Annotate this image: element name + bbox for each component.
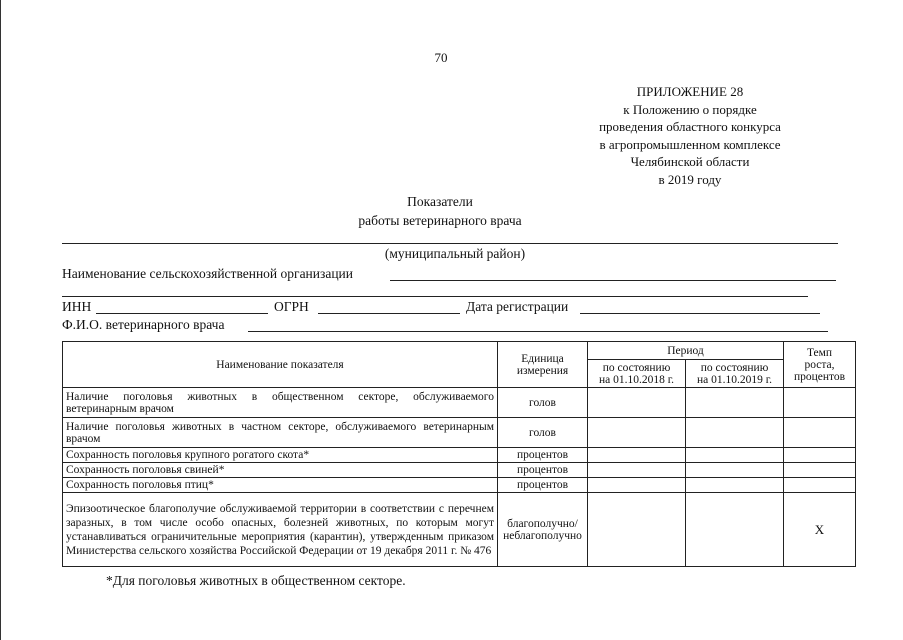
growth-value — [784, 463, 856, 478]
value-2018 — [588, 493, 686, 567]
vet-label: Ф.И.О. ветеринарного врача — [62, 317, 225, 332]
district-blank-line — [62, 243, 838, 244]
header-period-line: на 01.10.2019 г. — [696, 373, 773, 386]
org-blank-line — [390, 280, 836, 281]
header-indicator: Наименование показателя — [63, 342, 498, 388]
value-2019 — [686, 448, 784, 463]
header-unit — [498, 342, 588, 388]
appendix-line: в 2019 году — [658, 171, 722, 187]
indicator-unit-line: благополучно/ — [507, 517, 578, 530]
header-growth-line: процентов — [793, 370, 846, 383]
header-unit-line: измерения — [516, 364, 569, 377]
indicator-unit: голов — [498, 388, 588, 418]
indicator-unit: процентов — [498, 463, 588, 478]
value-2018 — [588, 448, 686, 463]
table-row — [63, 418, 856, 448]
value-2019 — [686, 478, 784, 493]
table-row — [63, 448, 856, 463]
table-row — [63, 478, 856, 493]
appendix-line: Челябинской области — [630, 154, 750, 169]
value-2019 — [686, 463, 784, 478]
reg-date-label: Дата регистрации — [466, 299, 569, 314]
reg-date-blank-line — [580, 313, 820, 314]
growth-value — [784, 448, 856, 463]
indicator-name: Сохранность поголовья свиней* — [63, 463, 498, 478]
ogrn-label: ОГРН — [274, 299, 309, 314]
district-caption: (муниципальный район) — [384, 246, 526, 261]
indicator-name: Сохранность поголовья крупного рогатого скота* — [63, 448, 498, 463]
header-unit-line: Единица — [521, 352, 564, 365]
header-growth-line: роста, — [804, 358, 835, 371]
indicator-unit: процентов — [498, 478, 588, 493]
value-2018 — [588, 463, 686, 478]
value-2019 — [686, 418, 784, 448]
header-period: Период — [588, 342, 784, 360]
growth-value — [784, 478, 856, 493]
header-period-line: на 01.10.2018 г. — [598, 373, 675, 386]
vet-blank-line — [248, 331, 828, 332]
page-number: 70 — [434, 50, 448, 65]
header-period-2019 — [686, 360, 784, 388]
inn-blank-line — [96, 313, 268, 314]
table-row — [63, 388, 856, 418]
value-2019 — [686, 493, 784, 567]
growth-value — [784, 388, 856, 418]
indicator-unit-line: неблагополучно — [503, 529, 582, 542]
heading-line-1: Показатели — [407, 194, 473, 209]
indicator-name: Наличие поголовья животных в общественном секторе, обслуживаемого ветеринарным врачом — [63, 388, 498, 418]
appendix-line: проведения областного конкурса — [599, 119, 781, 134]
value-2018 — [588, 388, 686, 418]
inn-label: ИНН — [62, 299, 92, 314]
table-row — [63, 493, 856, 567]
growth-value — [784, 418, 856, 448]
document-heading — [300, 192, 580, 230]
indicators-table — [62, 341, 856, 567]
value-2019 — [686, 388, 784, 418]
value-2018 — [588, 478, 686, 493]
appendix-line: в агропромышленном комплексе — [599, 136, 781, 152]
header-growth — [784, 342, 856, 388]
indicator-name: Наличие поголовья животных в частном секторе, обслуживаемого ветеринарным врачом — [63, 418, 498, 448]
org-blank-line-2 — [62, 296, 808, 297]
header-growth-line: Темп — [806, 346, 833, 359]
indicator-name: Эпизоотическое благополучие обслуживаемой территории в соответствии с перечнем заразных, в том числе особо опасных, болезней животных, по которым могут устанавливаться ограничительные мероприятия (карантин), утвержденным приказом Министерства сельского хозяйства Российской Федерации от 19 декабря 2011 г. № 476 — [63, 493, 498, 567]
appendix-block — [575, 83, 805, 188]
indicator-name: Сохранность поголовья птиц* — [63, 478, 498, 493]
value-2018 — [588, 418, 686, 448]
table-row — [63, 463, 856, 478]
indicator-unit: процентов — [498, 448, 588, 463]
heading-line-2: работы ветеринарного врача — [358, 213, 522, 228]
org-label: Наименование сельскохозяйственной организации — [62, 266, 354, 281]
growth-value: Х — [784, 493, 856, 567]
header-period-line: по состоянию — [700, 361, 769, 374]
footnote: *Для поголовья животных в общественном секторе. — [106, 573, 406, 588]
page-left-border — [0, 0, 1, 640]
appendix-title: ПРИЛОЖЕНИЕ 28 — [636, 84, 744, 99]
indicator-unit — [498, 493, 588, 567]
header-period-line: по состоянию — [602, 361, 671, 374]
appendix-line: к Положению о порядке — [623, 101, 757, 117]
header-period-2018 — [588, 360, 686, 388]
indicator-unit: голов — [498, 418, 588, 448]
ogrn-blank-line — [318, 313, 460, 314]
